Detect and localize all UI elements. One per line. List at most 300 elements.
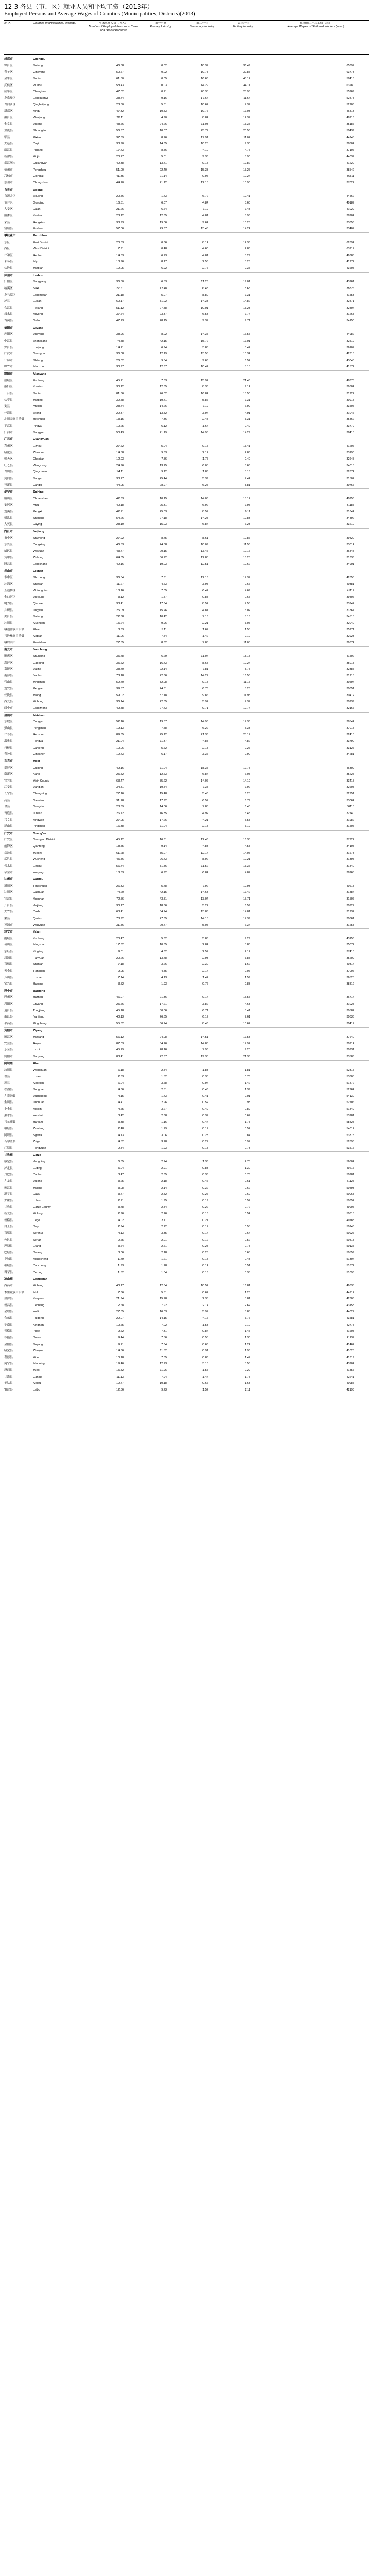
region-name-en: Jinniu [33, 77, 41, 80]
primary-value: 22.14 [160, 668, 167, 671]
header-wages-cn: 在岗职工平均工资（元） [300, 22, 332, 25]
primary-value: 1.16 [161, 1121, 167, 1124]
region-name-en: Gulin [33, 319, 40, 323]
region-name-en: Songpan [33, 1088, 45, 1092]
wage-value: 35072 [346, 943, 354, 947]
table-row [4, 673, 369, 680]
employed-value: 10.06 [116, 746, 124, 750]
tertiary-value: 0.78 [245, 1245, 250, 1248]
tertiary-value: 9.71 [245, 319, 250, 323]
secondary-value: 14.95 [201, 431, 208, 434]
primary-value: 31.86 [160, 864, 167, 868]
region-name: 渠县 [4, 917, 10, 920]
region-name: 都江堰市 [4, 162, 16, 165]
primary-value: 2.91 [161, 1166, 167, 1170]
header-region-en-label: Counties (Municipalities, Districts) [33, 22, 76, 25]
region-name-en: Jiang'an [33, 786, 44, 789]
employed-value: 58.43 [116, 83, 124, 87]
tertiary-value: 1.23 [245, 1291, 250, 1294]
region-name: 普格县 [4, 1330, 13, 1333]
tertiary-value: 2.75 [245, 1160, 250, 1163]
employed-value: 10.65 [116, 1323, 124, 1327]
region-name: 大安区 [4, 208, 13, 211]
table-row [4, 496, 369, 502]
region-name-en: Luhuo [33, 1199, 41, 1202]
region-name-en: Mabian [33, 635, 43, 638]
tertiary-value: 7.43 [245, 208, 250, 211]
region-name-en: Shawan [33, 583, 44, 586]
wage-value: 51472 [346, 1081, 354, 1085]
region-name: 高坪区 [4, 661, 13, 665]
employed-value: 4.15 [118, 1094, 124, 1098]
wage-value: 40618 [346, 884, 354, 888]
wage-value: 35227 [346, 773, 354, 776]
primary-value: 0.48 [161, 247, 167, 251]
secondary-value: 14.06 [201, 497, 208, 500]
region-name-en: Jingyang [33, 333, 45, 336]
tertiary-value: 1.55 [245, 628, 250, 632]
region-group-row [4, 325, 369, 332]
tertiary-value: 8.75 [245, 668, 250, 671]
secondary-value: 9.15 [202, 681, 208, 684]
region-group-row [4, 528, 369, 535]
header-secondary-cn: 第二产业 [196, 22, 208, 25]
wage-value: 49635 [346, 1284, 354, 1287]
employed-value: 2.71 [118, 1199, 124, 1202]
wage-value: 43704 [346, 1362, 354, 1366]
primary-value: 16.03 [160, 1310, 167, 1314]
region-name-en: Cuiping [33, 766, 43, 770]
wage-value: 46813 [346, 110, 354, 113]
tertiary-value: 9.14 [245, 385, 250, 389]
employed-value: 21.18 [116, 293, 124, 297]
primary-value: 34.74 [160, 910, 167, 914]
region-name: 会理县 [4, 1310, 13, 1314]
table-row [4, 1211, 369, 1217]
primary-value: 5.11 [161, 628, 167, 632]
tertiary-value: 19.75 [243, 766, 250, 770]
secondary-value: 8.57 [202, 510, 208, 514]
wage-value: 33190 [346, 451, 354, 454]
region-name-en: Chaotian [33, 457, 45, 461]
wage-value: 30836 [346, 1015, 354, 1019]
region-name-en: Yingjing [33, 950, 43, 953]
region-name-en: Mianzhu [33, 365, 44, 369]
region-name: 达川区 [4, 891, 13, 894]
region-name-en: Dongxing [33, 543, 45, 547]
region-name-en: Qingshen [33, 753, 45, 756]
region-name: 汶川县 [4, 1069, 13, 1072]
wage-value: 36118 [346, 805, 354, 809]
wage-value: 30412 [346, 693, 354, 697]
region-name-en: Puge [33, 1330, 40, 1333]
table-row [4, 810, 369, 817]
employed-value: 55.82 [116, 1022, 124, 1025]
tertiary-value: 0.61 [245, 1179, 250, 1183]
wage-value: 51872 [346, 1264, 354, 1267]
wage-value: 33507 [346, 405, 354, 409]
region-name-en: Longchang [33, 563, 47, 566]
region-name-en: Ningnan [33, 1323, 44, 1327]
region-name: 合江县 [4, 306, 13, 310]
secondary-value: 2.14 [202, 1303, 208, 1307]
wage-value: 41608 [346, 1330, 354, 1333]
region-name-en: Dachuan [33, 891, 45, 894]
tertiary-value: 39.87 [243, 71, 250, 74]
wage-value: 36107 [346, 346, 354, 349]
region-name: 仁寿县 [4, 733, 13, 737]
region-group-row [4, 876, 369, 883]
secondary-value: 19.76 [201, 110, 208, 113]
header-employed [88, 22, 139, 53]
tertiary-value: 0.52 [245, 1238, 250, 1242]
wage-value: 38418 [346, 431, 354, 434]
primary-value: 4.90 [161, 116, 167, 120]
secondary-value: 0.94 [202, 1081, 208, 1085]
table-row [4, 482, 369, 489]
region-name: 江阳区 [4, 280, 13, 284]
table-row [4, 173, 369, 180]
table-row [4, 1132, 369, 1139]
employed-value: 30.12 [116, 385, 124, 389]
primary-value: 12.35 [160, 214, 167, 217]
region-name: 泸州市 [4, 274, 13, 277]
tertiary-value: 1.75 [245, 1375, 250, 1379]
header-secondary [181, 22, 223, 53]
secondary-value: 10.78 [201, 71, 208, 74]
table-row [4, 318, 369, 325]
wage-value: 43158 [346, 1303, 354, 1307]
secondary-value: 9.86 [202, 693, 208, 697]
secondary-value: 5.86 [202, 937, 208, 940]
employed-value: 20.83 [116, 241, 124, 244]
region-name: 武侯区 [4, 83, 13, 87]
region-name: 峨边彝族自治县 [4, 628, 25, 632]
wage-value: 40314 [346, 963, 354, 967]
region-name: 广元市 [4, 438, 13, 442]
employed-value: 3.38 [118, 1121, 124, 1124]
region-group-row [4, 187, 369, 194]
primary-value: 7.58 [161, 726, 167, 730]
employed-value: 3.47 [118, 1173, 124, 1177]
employed-value: 27.16 [116, 792, 124, 795]
wage-value: 31884 [346, 891, 354, 894]
tertiary-value: 7.55 [245, 602, 250, 605]
table-row [4, 1034, 369, 1041]
table-row [4, 338, 369, 345]
region-name: 德格县 [4, 1218, 13, 1222]
wage-value: 30931 [346, 1048, 354, 1052]
wage-value: 51849 [346, 1108, 354, 1111]
table-row [4, 265, 369, 272]
tertiary-value: 7.95 [245, 503, 250, 507]
region-name-en: Luzhou [33, 274, 43, 277]
region-name: 翠屏区 [4, 766, 13, 770]
employed-value: 9.44 [118, 1336, 124, 1340]
secondary-value: 7.13 [202, 615, 208, 619]
wage-value: 31732 [346, 910, 354, 914]
primary-value: 7.36 [161, 418, 167, 421]
region-name-en: Peng'an [33, 687, 44, 690]
table-row [4, 259, 369, 265]
secondary-value: 0.18 [202, 1146, 208, 1150]
table-row [4, 1067, 369, 1074]
primary-value: 0.03 [161, 83, 167, 87]
wage-value: 30927 [346, 904, 354, 907]
region-name: 雅安市 [4, 930, 13, 934]
region-name: 青神县 [4, 753, 13, 756]
primary-value: 13.41 [160, 162, 167, 165]
primary-value: 42.67 [160, 1055, 167, 1058]
region-name: 大英县 [4, 523, 13, 527]
primary-value: 32.08 [160, 681, 167, 684]
table-row [4, 883, 369, 890]
tertiary-value: 18.12 [243, 497, 250, 500]
employed-value: 21.26 [116, 208, 124, 211]
employed-value: 42.38 [116, 162, 124, 165]
primary-value: 7.92 [161, 1303, 167, 1307]
primary-value: 9.12 [161, 470, 167, 474]
table-row [4, 1400, 369, 1406]
employed-value: 44.20 [116, 181, 124, 184]
primary-value: 17.21 [160, 1003, 167, 1006]
secondary-value: 5.97 [202, 1310, 208, 1314]
table-row [4, 141, 369, 147]
tertiary-value: 3.26 [245, 260, 250, 264]
secondary-value: 7.93 [202, 1048, 208, 1052]
employed-value: 27.05 [116, 818, 124, 822]
region-name-en: Bazhong [33, 989, 45, 993]
secondary-value: 7.81 [202, 668, 208, 671]
tertiary-value: 15.57 [243, 996, 250, 999]
region-name: 兴文县 [4, 818, 13, 822]
primary-value: 22.40 [160, 168, 167, 172]
region-name: 色达县 [4, 1238, 13, 1242]
region-name: 仪陇县 [4, 693, 13, 697]
region-name-en: Yucheng [33, 937, 44, 940]
table-row [4, 686, 369, 692]
employed-value: 32.58 [116, 398, 124, 402]
wage-value: 30594 [346, 681, 354, 684]
secondary-value: 6.27 [202, 483, 208, 487]
wage-value: 35862 [346, 418, 354, 421]
table-row [4, 476, 369, 482]
employed-value: 7.36 [118, 1291, 124, 1294]
primary-value: 8.02 [161, 333, 167, 336]
employed-value: 6.18 [118, 1069, 124, 1072]
region-name: 旌阳区 [4, 333, 13, 336]
primary-value: 13.48 [160, 956, 167, 960]
region-name: 新都区 [4, 110, 13, 113]
tertiary-value: 6.05 [245, 773, 250, 776]
secondary-value: 14.37 [201, 333, 208, 336]
region-name-en: Dawu [33, 1193, 41, 1196]
wage-value: 56804 [346, 1160, 354, 1163]
table-row [4, 1256, 369, 1263]
primary-value: 1.93 [161, 982, 167, 986]
region-name-en: Leshan [33, 569, 43, 573]
wage-value: 40381 [346, 583, 354, 586]
tertiary-value: 11.08 [243, 641, 250, 645]
tertiary-value: 7.74 [245, 313, 250, 316]
region-name-en: Yajiang [33, 1186, 43, 1190]
primary-value: 0.71 [161, 90, 167, 94]
secondary-value: 13.46 [201, 549, 208, 553]
region-name: 理县 [4, 1075, 10, 1078]
wage-value: 38704 [346, 214, 354, 217]
region-name-en: Dayi [33, 142, 39, 146]
table-row [4, 384, 369, 391]
table-row [4, 1139, 369, 1145]
wage-value: 37922 [346, 838, 354, 842]
region-name-en: Mianning [33, 1362, 45, 1366]
tertiary-value: 0.97 [245, 1140, 250, 1144]
table-row [4, 1126, 369, 1132]
secondary-value: 9.37 [202, 319, 208, 323]
wage-value: 49385 [346, 253, 354, 257]
region-name: 炉霍县 [4, 1199, 13, 1202]
wage-value: 50439 [346, 129, 354, 132]
tertiary-value: 12.33 [243, 241, 250, 244]
secondary-value: 13.04 [201, 897, 208, 901]
secondary-value: 17.91 [201, 135, 208, 139]
region-name: 遂宁市 [4, 490, 13, 494]
table-row [4, 509, 369, 515]
wage-value: 37106 [346, 148, 354, 152]
table-row [4, 1014, 369, 1021]
region-name: 江安县 [4, 786, 13, 789]
tertiary-value: 13.41 [243, 444, 250, 448]
wage-value: 33407 [346, 227, 354, 231]
region-name: 简阳市 [4, 1055, 13, 1058]
tertiary-value: 36.49 [243, 64, 250, 67]
region-name: 邛崃市 [4, 175, 13, 178]
tertiary-value: 0.69 [245, 1193, 250, 1196]
primary-value: 9.23 [161, 1388, 167, 1392]
secondary-value: 10.09 [201, 543, 208, 547]
wage-value: 31258 [346, 923, 354, 927]
tertiary-value: 17.92 [243, 1042, 250, 1045]
region-name-en: Butuo [33, 1336, 41, 1340]
wage-value: 38265 [346, 871, 354, 874]
region-name-en: Zhaojue [33, 1349, 44, 1353]
table-row [4, 147, 369, 154]
secondary-value: 13.45 [201, 227, 208, 231]
region-name: 屏山县 [4, 825, 13, 828]
region-name: 金阳县 [4, 1343, 13, 1346]
table-row [4, 994, 369, 1001]
region-name: 双流县 [4, 129, 13, 132]
region-name: 西区 [4, 247, 10, 251]
region-name-en: Chengdu [33, 58, 46, 61]
table-row [4, 1217, 369, 1224]
table-row [4, 725, 369, 732]
table-row [4, 1074, 369, 1080]
wage-value: 34150 [346, 319, 354, 323]
tertiary-value: 10.34 [243, 352, 250, 356]
table-row [4, 581, 369, 588]
secondary-value: 10.01 [201, 306, 208, 310]
wage-value: 33856 [346, 221, 354, 224]
wage-value: 40187 [346, 201, 354, 205]
region-name: 金牛区 [4, 77, 13, 80]
employed-value: 46.07 [116, 996, 124, 999]
region-name-en: Pengshan [33, 726, 46, 730]
region-name: 布拖县 [4, 1336, 13, 1340]
wage-value: 30766 [346, 483, 354, 487]
table-row [4, 660, 369, 667]
tertiary-value: 17.53 [243, 1036, 250, 1039]
region-group-row [4, 712, 369, 719]
secondary-value: 4.85 [202, 740, 208, 743]
region-name-en: Zhongjiang [33, 339, 47, 343]
tertiary-value: 17.42 [243, 891, 250, 894]
wage-value: 50068 [346, 1193, 354, 1196]
table-row [4, 771, 369, 778]
table-row [4, 115, 369, 122]
primary-value: 46.02 [160, 392, 167, 395]
primary-value: 15.26 [160, 608, 167, 612]
tertiary-value: 8.23 [245, 687, 250, 690]
employed-value: 9.21 [118, 1343, 124, 1346]
primary-value: 8.17 [161, 260, 167, 264]
table-row [4, 378, 369, 384]
region-name: 锦江区 [4, 64, 13, 67]
wage-value: 44027 [346, 1310, 354, 1314]
secondary-value: 10.37 [201, 64, 208, 67]
wage-value: 40753 [346, 497, 354, 500]
secondary-value: 14.33 [201, 300, 208, 303]
employed-value: 21.04 [116, 740, 124, 743]
wage-value: 49216 [346, 1166, 354, 1170]
tertiary-value: 0.76 [245, 1173, 250, 1177]
region-name: 富顺县 [4, 227, 13, 231]
region-name: 彭州市 [4, 168, 13, 172]
wage-value: 32519 [346, 339, 354, 343]
employed-value: 72.56 [116, 897, 124, 901]
employed-value: 28.44 [116, 405, 124, 409]
region-group-row [4, 370, 369, 378]
employed-value: 28.10 [116, 523, 124, 527]
secondary-value: 3.36 [202, 753, 208, 756]
wage-value: 65397 [346, 64, 354, 67]
table-row [4, 1354, 369, 1361]
region-name: 射洪县 [4, 516, 13, 520]
region-name-en: Ebian [33, 628, 41, 632]
wage-value: 31982 [346, 818, 354, 822]
tertiary-value: 1.42 [245, 1081, 250, 1085]
table-row [4, 1328, 369, 1335]
region-name-en: Ziyang [33, 1029, 43, 1032]
table-row [4, 430, 369, 436]
table-row [4, 279, 369, 285]
secondary-value: 5.39 [202, 477, 208, 480]
wage-value: 35018 [346, 661, 354, 665]
table-row [4, 975, 369, 981]
secondary-value: 14.51 [201, 1036, 208, 1039]
table-row [4, 331, 369, 338]
tertiary-value: 0.83 [245, 982, 250, 986]
wage-value: 50352 [346, 1199, 354, 1202]
region-name: 黑水县 [4, 1114, 13, 1117]
table-row [4, 745, 369, 752]
primary-value: 18.36 [160, 904, 167, 907]
region-group-row [4, 988, 369, 995]
primary-value: 27.43 [160, 706, 167, 710]
primary-value: 17.26 [160, 818, 167, 822]
tertiary-value: 3.42 [245, 346, 250, 349]
employed-value: 45.12 [116, 838, 124, 842]
